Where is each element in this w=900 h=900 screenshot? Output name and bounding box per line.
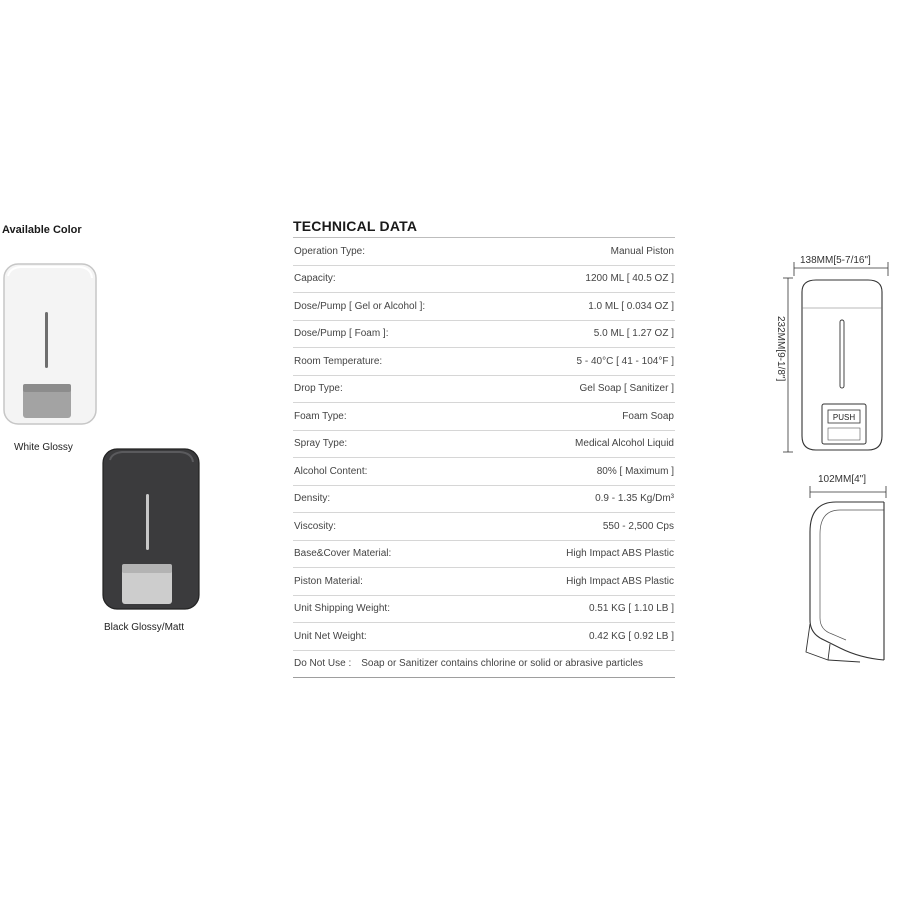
depth-dimension-label: 102MM[4"]: [818, 474, 867, 485]
row-value: 0.42 KG [ 0.92 LB ]: [588, 630, 674, 642]
row-value: High Impact ABS Plastic: [566, 575, 674, 587]
row-label: Foam Type:: [294, 410, 347, 422]
row-value: 0.9 - 1.35 Kg/Dm³: [595, 493, 674, 505]
table-row: [293, 623, 675, 651]
table-row: [293, 458, 675, 486]
row-value: Foam Soap: [622, 410, 674, 422]
color-label-black: Black Glossy/Matt: [104, 622, 185, 633]
table-row: [293, 513, 675, 541]
table-row: [293, 238, 675, 266]
row-label: Density:: [294, 493, 331, 505]
row-label: Do Not Use :: [294, 658, 352, 670]
table-row: [293, 651, 675, 679]
row-label: Drop Type:: [294, 383, 343, 395]
table-row: [293, 266, 675, 294]
row-value: 5 - 40°C [ 41 - 104°F ]: [576, 355, 674, 367]
table-row: [293, 348, 675, 376]
table-row: [293, 568, 675, 596]
row-value: 550 - 2,500 Cps: [602, 520, 674, 532]
row-label: Unit Shipping Weight:: [294, 603, 390, 615]
row-value: Manual Piston: [610, 245, 674, 257]
table-row: [293, 596, 675, 624]
row-label: Room Temperature:: [294, 355, 383, 367]
row-label: Viscosity:: [294, 520, 337, 532]
table-row: [293, 541, 675, 569]
row-label: Spray Type:: [294, 438, 348, 450]
available-color-title: Available Color: [2, 224, 82, 236]
row-value: Soap or Sanitizer contains chlorine or solid or abrasive particles: [361, 658, 644, 670]
table-row: [293, 403, 675, 431]
table-row: [293, 431, 675, 459]
row-value: 80% [ Maximum ]: [596, 465, 674, 477]
white-dispenser-image: [0, 262, 100, 426]
row-value: Gel Soap [ Sanitizer ]: [579, 383, 674, 395]
row-value: Medical Alcohol Liquid: [575, 438, 674, 450]
height-dimension-label: 232MM[9-1/8"]: [775, 316, 786, 382]
row-label: Base&Cover Material:: [294, 548, 392, 560]
row-label: Dose/Pump [ Foam ]:: [294, 328, 389, 340]
table-row: [293, 321, 675, 349]
row-value: 1200 ML [ 40.5 OZ ]: [585, 273, 674, 285]
row-value: High Impact ABS Plastic: [566, 548, 674, 560]
row-label: Capacity:: [294, 273, 336, 285]
row-value: 0.51 KG [ 1.10 LB ]: [588, 603, 674, 615]
table-row: [293, 293, 675, 321]
row-label: Unit Net Weight:: [294, 630, 367, 642]
row-label: Dose/Pump [ Gel or Alcohol ]:: [294, 300, 426, 312]
width-dimension-label: 138MM[5-7/16"]: [800, 255, 871, 266]
side-view-drawing: [800, 484, 898, 670]
black-dispenser-image: [100, 446, 202, 612]
technical-data-table: [293, 237, 675, 678]
row-label: Piston Material:: [294, 575, 363, 587]
table-row: [293, 376, 675, 404]
technical-data-title: TECHNICAL DATA: [293, 218, 418, 234]
row-label: Operation Type:: [294, 245, 365, 257]
push-button-label: PUSH: [832, 413, 856, 422]
color-label-white: White Glossy: [14, 442, 73, 453]
technical-data-section: [293, 218, 675, 678]
table-row: [293, 486, 675, 514]
row-value: 1.0 ML [ 0.034 OZ ]: [588, 300, 674, 312]
front-view-drawing: [780, 256, 898, 460]
row-label: Alcohol Content:: [294, 465, 368, 477]
row-value: 5.0 ML [ 1.27 OZ ]: [593, 328, 674, 340]
